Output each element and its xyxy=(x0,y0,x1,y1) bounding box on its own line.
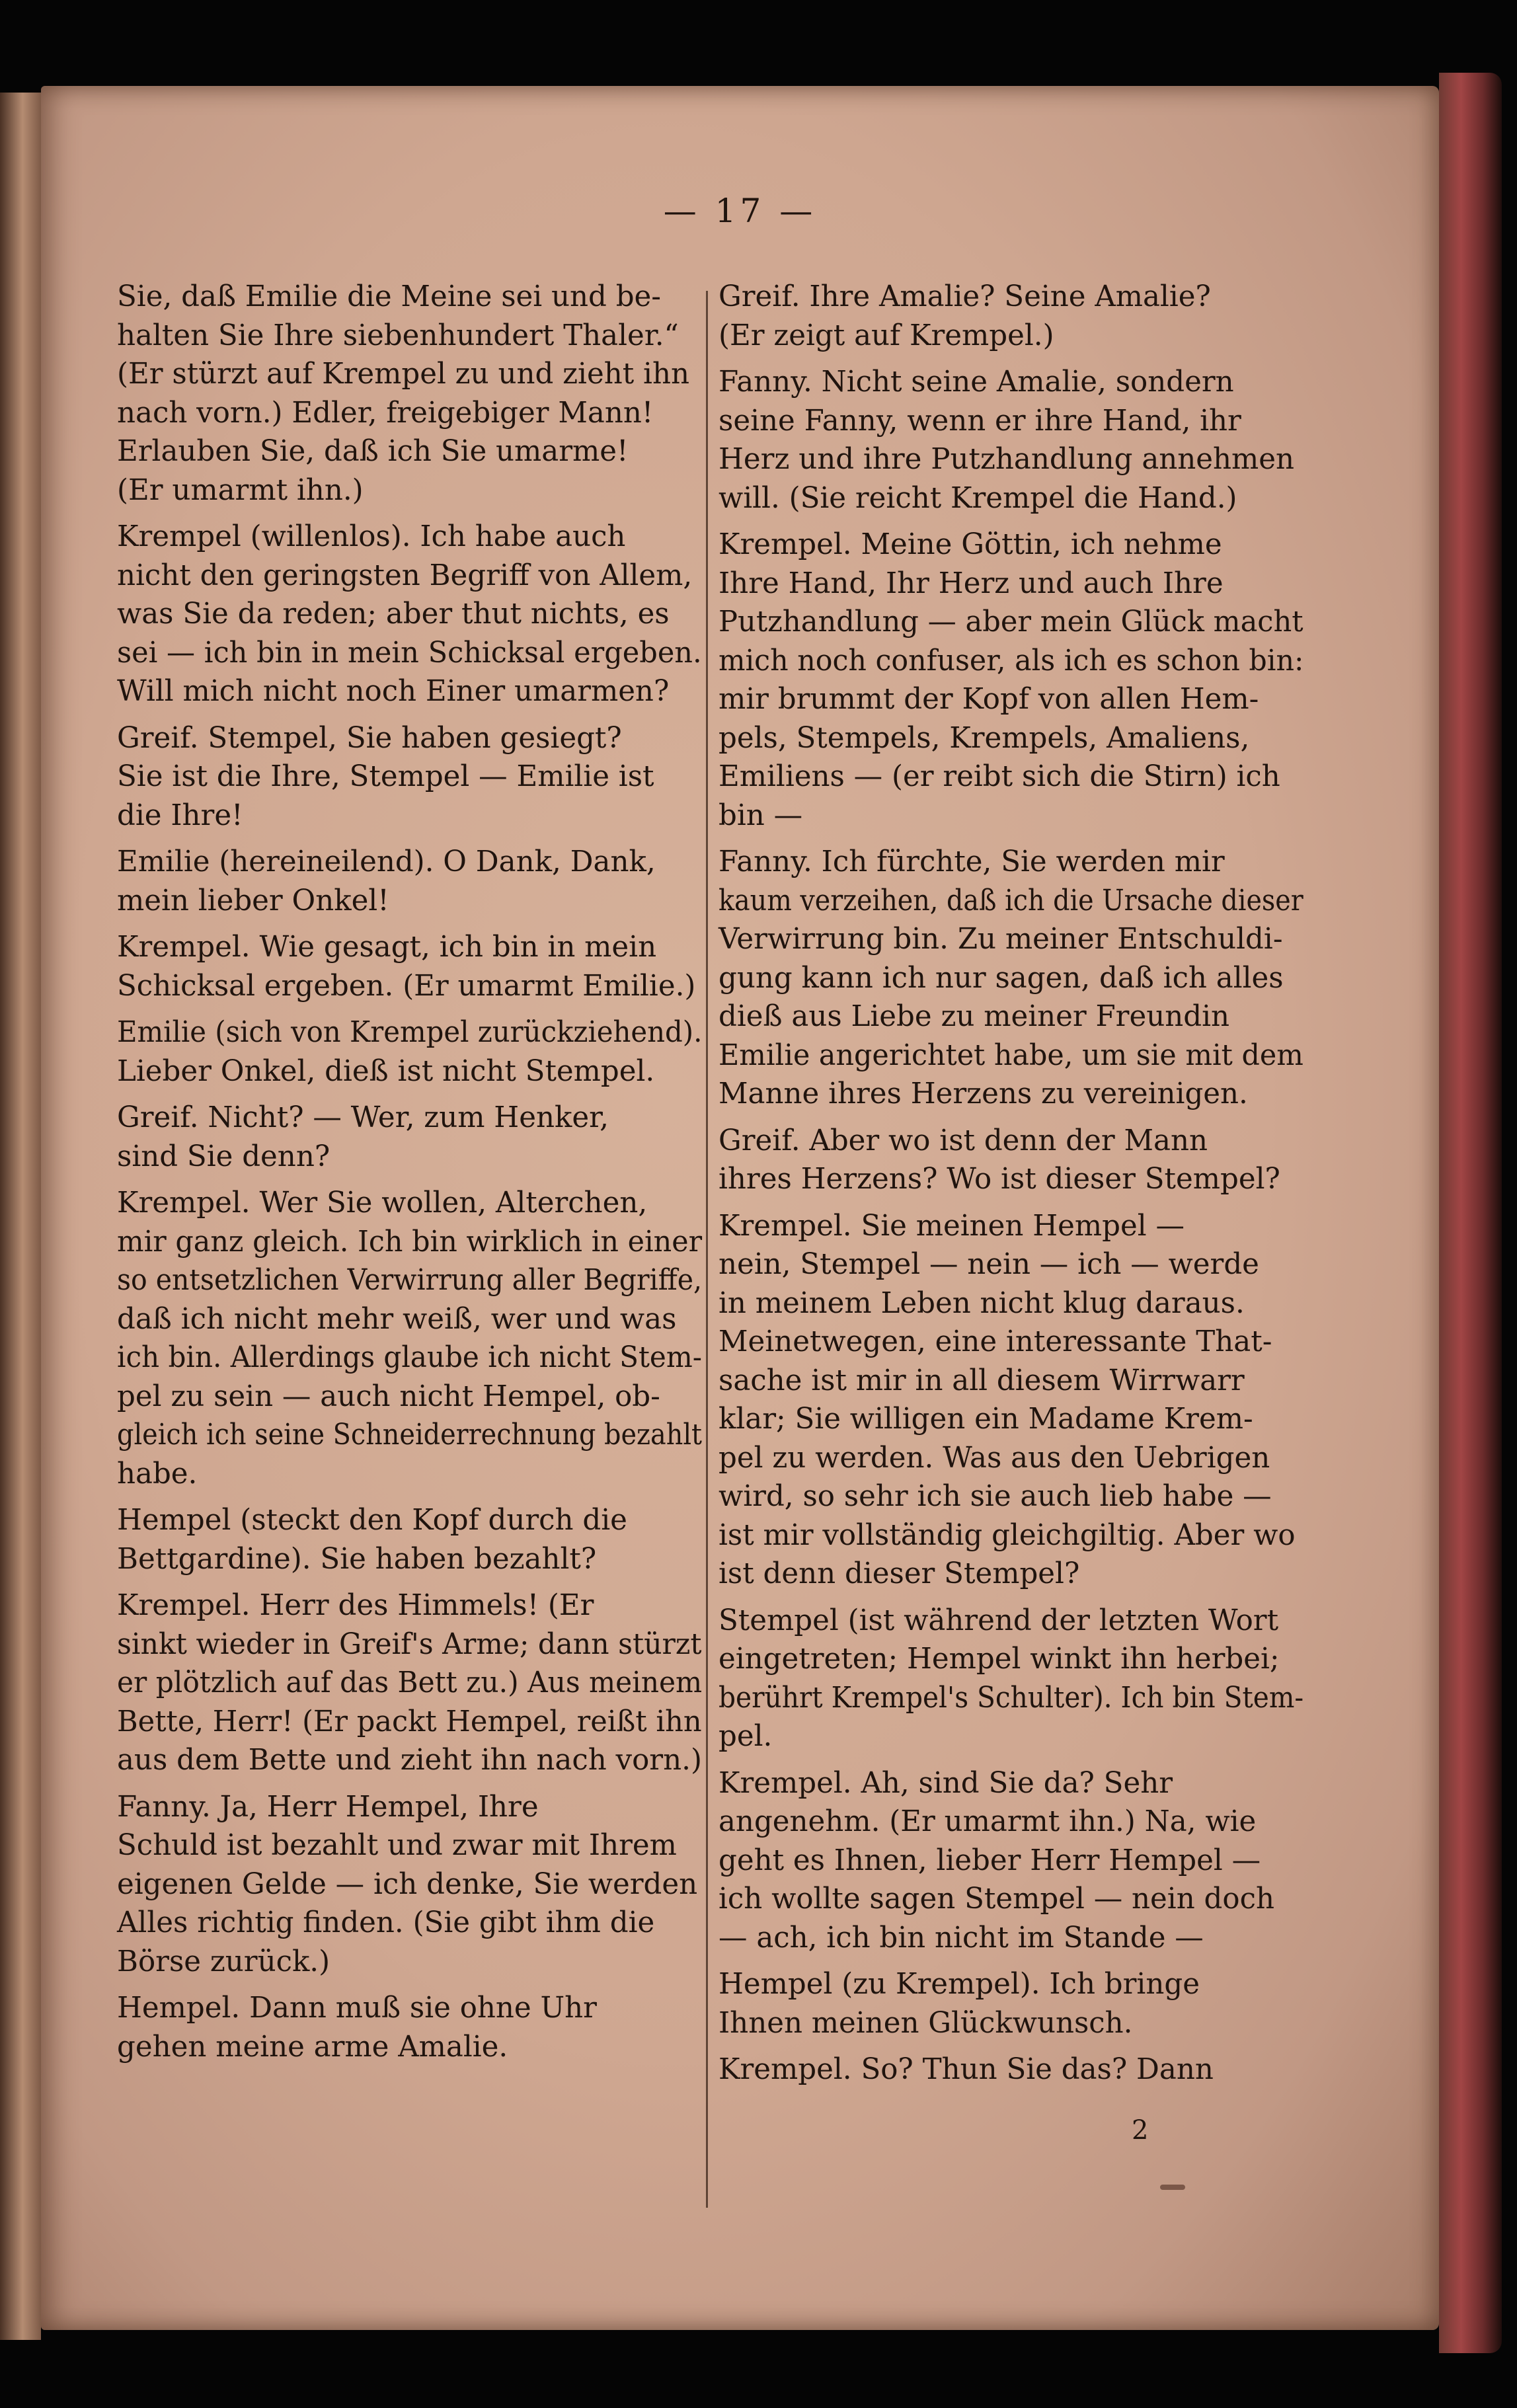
text-line: Sie ist die Ihre, Stempel — Emilie ist xyxy=(117,760,654,793)
paragraph xyxy=(719,1122,1303,1199)
paragraph xyxy=(117,928,702,1005)
paragraph xyxy=(719,1602,1303,1756)
text-line: Emilie angerichtet habe, um sie mit dem xyxy=(719,1038,1303,1072)
text-line: daß ich nicht mehr weiß, wer und was xyxy=(117,1302,677,1336)
text-line: Fanny. Ja, Herr Hempel, Ihre xyxy=(117,1790,539,1824)
paragraph xyxy=(719,1207,1303,1594)
text-line: (Er zeigt auf Krempel.) xyxy=(719,319,1054,352)
text-line: aus dem Bette und zieht ihn nach vorn.) xyxy=(117,1744,702,1777)
text-line: Fanny. Ich fürchte, Sie werden mir xyxy=(719,845,1225,878)
text-line: halten Sie Ihre siebenhundert Thaler.“ xyxy=(117,319,679,352)
text-line: Herz und ihre Putzhandlung annehmen xyxy=(719,443,1295,476)
text-line: nein, Stempel — nein — ich — werde xyxy=(719,1248,1259,1281)
text-line: mich noch confuser, als ich es schon bin: xyxy=(719,644,1304,678)
text-line: (Er umarmt ihn.) xyxy=(117,473,364,507)
paragraph xyxy=(117,518,702,711)
paragraph xyxy=(719,1764,1303,1958)
text-line: Krempel. Ah, sind Sie da? Sehr xyxy=(719,1766,1173,1800)
text-line: kaum verzeihen, daß ich die Ursache dieser xyxy=(719,884,1303,917)
text-line: Manne ihres Herzens zu vereinigen. xyxy=(719,1077,1248,1110)
text-line: pel zu werden. Was aus den Uebrigen xyxy=(719,1441,1270,1475)
text-line: in meinem Leben nicht klug daraus. xyxy=(719,1286,1245,1320)
text-line: dieß aus Liebe zu meiner Freundin xyxy=(719,1000,1230,1033)
text-line: berührt Krempel's Schulter). Ich bin Stem- xyxy=(719,1681,1304,1715)
column-divider xyxy=(706,291,708,2208)
text-line: nicht den geringsten Begriff von Allem, xyxy=(117,559,693,592)
text-line: sache ist mir in all diesem Wirrwarr xyxy=(719,1364,1245,1397)
page-number: — 17 — xyxy=(663,192,817,230)
ink-smudge xyxy=(1160,2185,1185,2190)
paragraph xyxy=(117,1586,702,1780)
book-spine xyxy=(0,93,41,2340)
text-line: Krempel. Wer Sie wollen, Alterchen, xyxy=(117,1186,648,1220)
text-line: Bettgardine). Sie haben bezahlt? xyxy=(117,1542,597,1576)
left-column xyxy=(117,278,702,2074)
text-line: Schicksal ergeben. (Er umarmt Emilie.) xyxy=(117,969,696,1003)
text-line: pels, Stempels, Krempels, Amaliens, xyxy=(719,721,1250,755)
text-line: Sie, daß Emilie die Meine sei und be- xyxy=(117,280,661,313)
text-line: Emiliens — (er reibt sich die Stirn) ich xyxy=(719,760,1280,793)
text-line: Ihnen meinen Glückwunsch. xyxy=(719,2006,1133,2040)
text-line: was Sie da reden; aber thut nichts, es xyxy=(117,598,670,631)
text-line: Krempel. Wie gesagt, ich bin in mein xyxy=(117,931,657,964)
text-line: angenehm. (Er umarmt ihn.) Na, wie xyxy=(719,1805,1257,1838)
text-line: er plötzlich auf das Bett zu.) Aus meinem xyxy=(117,1666,703,1699)
text-line: klar; Sie willigen ein Madame Krem- xyxy=(719,1403,1253,1436)
text-line: sind Sie denn? xyxy=(117,1140,331,1173)
text-line: Ihre Hand, Ihr Herz und auch Ihre xyxy=(719,566,1224,600)
text-line: Greif. Nicht? — Wer, zum Henker, xyxy=(117,1101,609,1134)
text-line: die Ihre! xyxy=(117,798,243,832)
text-line: Krempel. Meine Göttin, ich nehme xyxy=(719,528,1222,561)
paragraph xyxy=(719,278,1303,355)
text-line: Emilie (hereineilend). O Dank, Dank, xyxy=(117,845,656,878)
text-line: Krempel. So? Thun Sie das? Dann xyxy=(719,2053,1214,2086)
text-line: ist denn dieser Stempel? xyxy=(719,1557,1080,1590)
text-line: nach vorn.) Edler, freigebiger Mann! xyxy=(117,396,654,430)
text-line: Schuld ist bezahlt und zwar mit Ihrem xyxy=(117,1829,677,1862)
text-line: ihres Herzens? Wo ist dieser Stempel? xyxy=(719,1163,1280,1196)
paragraph xyxy=(117,1501,702,1578)
paragraph xyxy=(117,1013,702,1091)
text-line: gung kann ich nur sagen, daß ich alles xyxy=(719,961,1284,995)
text-line: eigenen Gelde — ich denke, Sie werden xyxy=(117,1867,698,1901)
text-line: Greif. Stempel, Sie haben gesiegt? xyxy=(117,721,622,755)
text-line: mir brummt der Kopf von allen Hem- xyxy=(719,683,1259,716)
text-line: (Er stürzt auf Krempel zu und zieht ihn xyxy=(117,358,689,391)
text-line: ich bin. Allerdings glaube ich nicht Stem- xyxy=(117,1341,702,1374)
text-line: Stempel (ist während der letzten Wort xyxy=(719,1604,1279,1637)
paragraph xyxy=(117,1099,702,1176)
right-column xyxy=(719,278,1303,2097)
text-line: gleich ich seine Schneiderrechnung bezahlt xyxy=(117,1418,703,1452)
text-line: Krempel. Sie meinen Hempel — xyxy=(719,1209,1185,1243)
text-line: Hempel (zu Krempel). Ich bringe xyxy=(719,1968,1200,2001)
text-line: ich wollte sagen Stempel — nein doch xyxy=(719,1883,1274,1916)
text-line: Börse zurück.) xyxy=(117,1945,331,1978)
paragraph xyxy=(117,1184,702,1493)
text-line: Hempel (steckt den Kopf durch die xyxy=(117,1504,627,1537)
page-content xyxy=(41,86,1439,2330)
text-line: Bette, Herr! (Er packt Hempel, reißt ihn xyxy=(117,1705,702,1738)
text-line: — ach, ich bin nicht im Stande — xyxy=(719,1921,1204,1955)
text-line: habe. xyxy=(117,1457,198,1491)
text-line: Alles richtig finden. (Sie gibt ihm die xyxy=(117,1906,655,1939)
text-line: will. (Sie reicht Krempel die Hand.) xyxy=(719,481,1237,515)
text-line: Greif. Aber wo ist denn der Mann xyxy=(719,1124,1208,1157)
text-line: Emilie (sich von Krempel zurückziehend). xyxy=(117,1016,703,1049)
text-line: bin — xyxy=(719,798,803,832)
text-line: Krempel (willenlos). Ich habe auch xyxy=(117,520,626,553)
text-line: mein lieber Onkel! xyxy=(117,884,389,917)
text-line: Lieber Onkel, dieß ist nicht Stempel. xyxy=(117,1054,655,1088)
text-line: sei — ich bin in mein Schicksal ergeben. xyxy=(117,636,702,670)
text-line: Greif. Ihre Amalie? Seine Amalie? xyxy=(719,280,1211,313)
text-line: pel zu sein — auch nicht Hempel, ob- xyxy=(117,1379,660,1413)
paragraph xyxy=(719,2050,1303,2089)
text-line: gehen meine arme Amalie. xyxy=(117,2030,508,2064)
text-line: Fanny. Nicht seine Amalie, sondern xyxy=(719,366,1234,399)
paragraph xyxy=(117,719,702,835)
paragraph xyxy=(117,278,702,510)
text-line: Meinetwegen, eine interessante That- xyxy=(719,1325,1272,1358)
signature-mark: 2 xyxy=(1132,2115,1149,2146)
text-line: wird, so sehr ich sie auch lieb habe — xyxy=(719,1480,1272,1513)
paragraph xyxy=(719,363,1303,518)
text-line: mir ganz gleich. Ich bin wirklich in einer xyxy=(117,1225,703,1259)
paragraph xyxy=(719,843,1303,1114)
text-line: Erlauben Sie, daß ich Sie umarme! xyxy=(117,435,629,468)
text-line: seine Fanny, wenn er ihre Hand, ihr xyxy=(719,404,1241,438)
paragraph xyxy=(719,1965,1303,2042)
paragraph xyxy=(117,1989,702,2066)
text-line: pel. xyxy=(719,1720,773,1753)
paragraph xyxy=(719,525,1303,835)
text-line: sinkt wieder in Greif's Arme; dann stürzt xyxy=(117,1627,702,1661)
text-line: Krempel. Herr des Himmels! (Er xyxy=(117,1589,594,1622)
text-line: geht es Ihnen, lieber Herr Hempel — xyxy=(719,1844,1261,1877)
text-line: eingetreten; Hempel winkt ihn herbei; xyxy=(719,1643,1280,1676)
text-line: Putzhandlung — aber mein Glück macht xyxy=(719,605,1303,639)
text-line: Will mich nicht noch Einer umarmen? xyxy=(117,675,670,708)
text-line: ist mir vollständig gleichgiltig. Aber wo xyxy=(719,1518,1296,1552)
page-edges-red xyxy=(1439,73,1502,2353)
paragraph xyxy=(117,843,702,920)
text-line: Hempel. Dann muß sie ohne Uhr xyxy=(117,1992,597,2025)
text-line: Verwirrung bin. Zu meiner Entschuldi- xyxy=(719,923,1283,956)
paragraph xyxy=(117,1788,702,1982)
text-line: so entsetzlichen Verwirrung aller Begriffe, xyxy=(117,1264,703,1297)
